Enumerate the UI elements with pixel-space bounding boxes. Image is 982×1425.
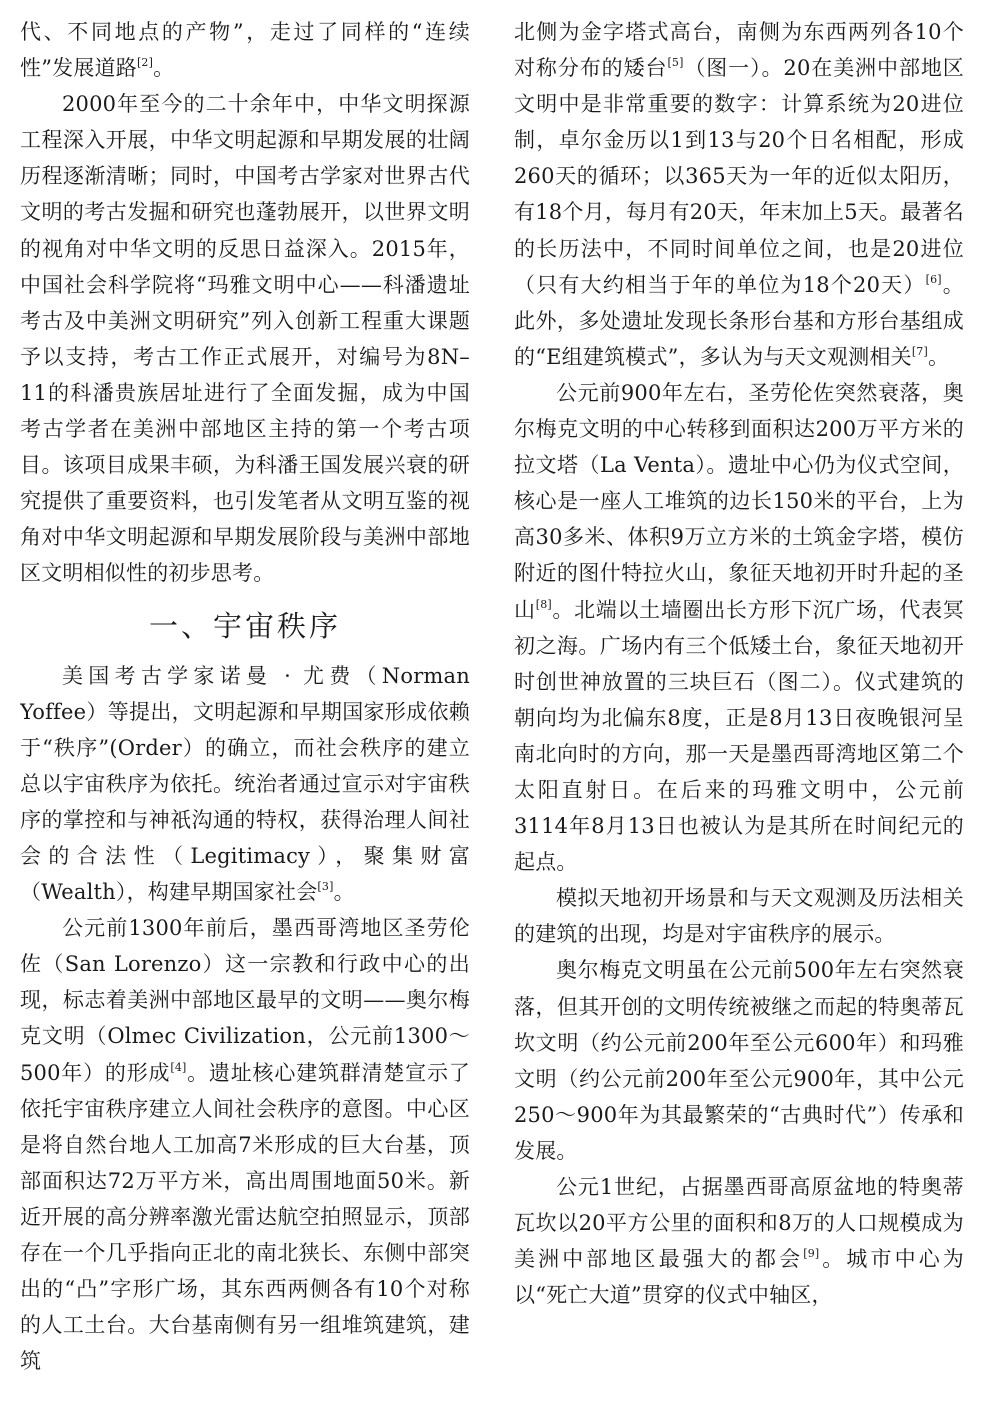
paragraph-order-theory: 美国考古学家诺曼 · 尤费（Norman Yoffee）等提出，文明起源和早期国家形成依赖于“秩序”(Order）的确立，而社会秩序的建立总以宇宙秩序为依托。统治者通过宣示对宇宙秩序的掌控和与神祇沟通的特权，获得治理人间社会的合法性（Legitimacy），聚集财富（Wealth），构建早期国家社会[3]。: [20, 663, 470, 905]
paragraph-cosmic-display: 模拟天地初开场景和与天文观测及历法相关的建筑的出现，均是对宇宙秩序的展示。: [514, 886, 964, 947]
citation-9: [9]: [803, 1247, 820, 1261]
citation-4: [4]: [170, 1060, 187, 1074]
paragraph-research-history: 2000年至今的二十余年中，中华文明探源工程深入开展，中华文明起源和早期发展的壮阔历程逐渐清晰；同时，中国考古学家对世界古代文明的考古发掘和研究也蓬勃展开，以世界文明的视角对中华文明的反思日益深入。2015年，中国社会科学院将“玛雅文明中心——科潘遗址考古及中美洲文明研究”列入创新工程重大课题予以支持，考古工作正式展开，对编号为8N–11的科潘贵族居址进行了全面发掘，成为中国考古学者在美洲中部地区主持的第一个考古项目。该项目成果丰硕，为科潘王国发展兴衰的研究提供了重要资料，也引发笔者从文明互鉴的视角对中华文明起源和早期发展阶段与美洲中部地区文明相似性的初步思考。: [20, 92, 470, 586]
citation-7: [7]: [911, 344, 928, 358]
citation-2: [2]: [136, 56, 154, 70]
citation-3: [3]: [317, 880, 334, 894]
paragraph-continued: 代、不同地点的产物”，走过了同样的“连续性”发展道路[2]。: [20, 20, 470, 81]
paragraph-la-venta: 公元前900年左右，圣劳伦佐突然衰落，奥尔梅克文明的中心转移到面积达200万平方米的拉文塔（La Venta）。遗址中心仍为仪式空间，核心是一座人工堆筑的边长150米的平台，上为高30多米、体积9万立方米的土筑金字塔，模仿附近的图什特拉火山，象征天地初开时升起的圣山[8]。北端以土墙圈出长方形下沉广场，代表冥初之海。广场内有三个低矮土台，象征天地初开时创世神放置的三块巨石（图二）。仪式建筑的朝向均为北偏东8度，正是8月13日夜晚银河呈南北向时的方向，那一天是墨西哥湾地区第二个太阳直射日。在后来的玛雅文明中，公元前3114年8月13日也被认为是其所在时间纪元的起点。: [514, 380, 964, 875]
paragraph-san-lorenzo: 公元前1300年前后，墨西哥湾地区圣劳伦佐（San Lorenzo）这一宗教和行政中心的出现，标志着美洲中部地区最早的文明——奥尔梅克文明（Olmec Civilization，公元前1300～500年）的形成[4]。遗址核心建筑群清楚宣示了依托宇宙秩序建立人间社会秩序的意图。中心区是将自然台地人工加高7米形成的巨大台基，顶部面积达72万平方米，高出周围地面50米。新近开展的高分辨率激光雷达航空拍照显示，顶部存在一个几乎指向正北的南北狭长、东侧中部突出的“凸”字形广场，其东西两侧各有10个对称的人工土台。大台基南侧有另一组堆筑建筑，建筑: [20, 916, 470, 1374]
right-column: [514, 14, 964, 1425]
left-column: [20, 14, 470, 1425]
citation-5: [5]: [667, 56, 684, 70]
citation-6: [6]: [925, 272, 942, 286]
paragraph-olmec-legacy: 奥尔梅克文明虽在公元前500年左右突然衰落，但其开创的文明传统被继之而起的特奥蒂瓦坎文明（约公元前200年至公元600年）和玛雅文明（约公元前200年至公元900年，其中公元250～900年为其最繁荣的“古典时代”）传承和发展。: [514, 958, 964, 1163]
paragraph-calendar: 北侧为金字塔式高台，南侧为东西两列各10个对称分布的矮台[5]（图一）。20在美洲中部地区文明中是非常重要的数字：计算系统为20进位制，卓尔金历以1到13与20个日名相配，形成260天的循环；以365天为一年的近似太阳历，有18个月，每月有20天，年末加上5天。最著名的长历法中，不同时间单位之间，也是20进位（只有大约相当于年的单位为18个20天）[6]。此外，多处遗址发现长条形台基和方形台基组成的“E组建筑模式”，多认为与天文观测相关[7]。: [514, 20, 964, 369]
paragraph-teotihuacan: 公元1世纪，占据墨西哥高原盆地的特奥蒂瓦坎以20平方公里的面积和8万的人口规模成为美洲中部地区最强大的都会[9]。城市中心为以“死亡大道”贯穿的仪式中轴区，: [514, 1175, 964, 1308]
citation-8: [8]: [535, 597, 552, 611]
section-heading: 一、宇宙秩序: [148, 608, 341, 643]
